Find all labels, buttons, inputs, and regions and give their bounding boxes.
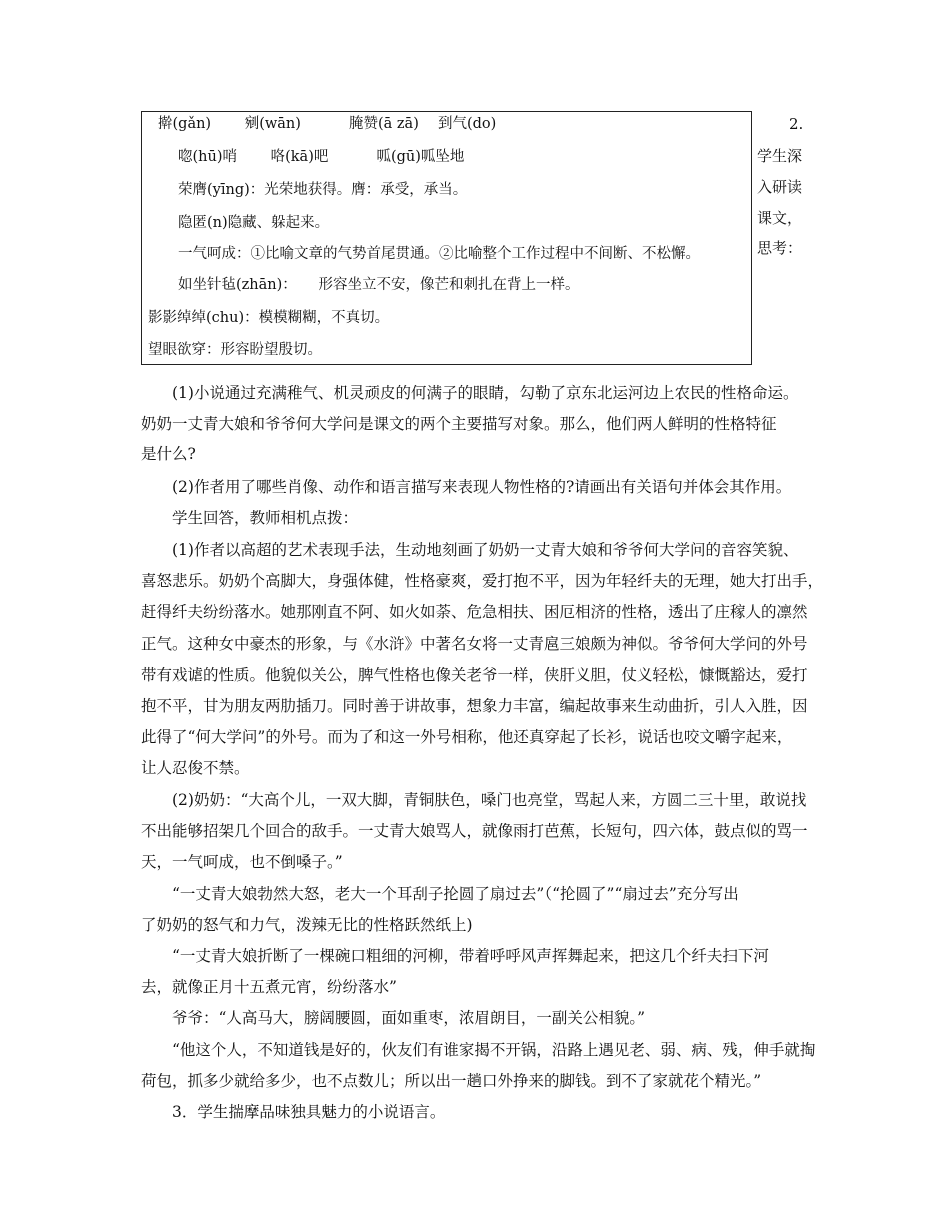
side-note-line: 2.	[789, 115, 804, 133]
body-line: “一丈青大娘折断了一棵碗口粗细的河柳，带着呼呼风声挥舞起来，把这几个纤夫扫下河	[141, 947, 769, 965]
body-line: 天，一气呵成，也不倒嗓子。”	[141, 853, 343, 871]
body-line: 去，就像正月十五煮元宵，纷纷落水”	[141, 978, 397, 996]
body-line: 抱不平，甘为朋友两肋插刀。同时善于讲故事，想象力丰富，编起故事来生动曲折，引人入胜，因	[141, 697, 808, 715]
side-note-line: 入研读	[757, 178, 803, 196]
body-line: (2)奶奶：“大高个儿，一双大脚，青铜肤色，嗓门也亮堂，骂起人来，方圆二三十里，敢说找	[141, 791, 807, 809]
body-line: 喜怒悲乐。奶奶个高脚大，身强体健，性格豪爽，爱打抱不平，因为年轻纤夫的无理，她大打出手，	[141, 572, 824, 590]
vocab-line: 隐匿(n)隐藏、躲起来。	[178, 215, 330, 231]
vocab-line: 如坐针毡(zhān)： 形容坐立不安，像芒和刺扎在背上一样。	[178, 277, 580, 293]
vocab-line: 擀(gǎn) 剜(wān) 腌赞(ā zā) 到气(do)	[158, 116, 497, 132]
body-line: (2)作者用了哪些肖像、动作和语言描写来表现人物性格的?请画出有关语句并体会其作用。	[141, 478, 792, 496]
body-line: 3．学生揣摩品味独具魅力的小说语言。	[141, 1103, 446, 1121]
body-line: 爷爷：“人高马大，膀阔腰圆，面如重枣，浓眉朗目，一副关公相貌。”	[141, 1009, 646, 1027]
body-line: “一丈青大娘勃然大怒，老大一个耳刮子抡圆了扇过去”（“抡圆了”“扇过去”充分写出	[141, 885, 739, 903]
side-note-line: 课文，	[757, 209, 803, 227]
vocab-line: 影影绰绰(chu)：模模糊糊，不真切。	[148, 310, 390, 326]
body-line: 带有戏谑的性质。他貌似关公，脾气性格也像关老爷一样，侠肝义胆，仗义轻松，慷慨豁达，爱打	[141, 666, 808, 684]
side-note-line: 思考：	[757, 239, 803, 257]
body-line: (1)作者以高超的艺术表现手法，生动地刻画了奶奶一丈青大娘和爷爷何大学问的音容笑貌、	[141, 541, 799, 559]
body-line: 荷包，抓多少就给多少，也不点数儿；所以出一趟口外挣来的脚钱。到不了家就花个精光。”	[141, 1072, 762, 1090]
body-line: 让人忍俊不禁。	[141, 759, 250, 777]
body-line: 正气。这种女中豪杰的形象，与《水浒》中著名女将一丈青扈三娘颇为神似。爷爷何大学问的外号	[141, 635, 808, 653]
vocab-line: 荣膺(yīng)：光荣地获得。膺：承受，承当。	[178, 182, 468, 198]
body-line: (1)小说通过充满稚气、机灵顽皮的何满子的眼睛，勾勒了京东北运河边上农民的性格命运。	[141, 384, 799, 402]
side-note-line: 学生深	[757, 147, 803, 165]
body-line: 此得了“何大学问”的外号。而为了和这一外号相称，他还真穿起了长衫，说话也咬文嚼字起来，	[141, 728, 793, 746]
vocab-line: 唿(hū)哨 咯(kā)吧 呱(gū)呱坠地	[178, 149, 465, 165]
body-line: “他这个人，不知道钱是好的，伙友们有谁家揭不开锅，沿路上遇见老、弱、病、残，伸手就掏	[141, 1041, 816, 1059]
body-line: 了奶奶的怒气和力气，泼辣无比的性格跃然纸上)	[141, 916, 473, 934]
body-line: 学生回答，教师相机点拨：	[141, 509, 359, 527]
vocab-line: 一气呵成：①比喻文章的气势首尾贯通。②比喻整个工作过程中不间断、不松懈。	[178, 246, 700, 262]
vocab-line: 望眼欲穿：形容盼望殷切。	[148, 342, 322, 358]
body-line: 赶得纤夫纷纷落水。她那刚直不阿、如火如荼、危急相扶、困厄相济的性格，透出了庄稼人的凛然	[141, 603, 808, 621]
body-line: 奶奶一丈青大娘和爷爷何大学问是课文的两个主要描写对象。那么，他们两人鲜明的性格特征	[141, 415, 777, 433]
body-line: 不出能够招架几个回合的敌手。一丈青大娘骂人，就像雨打芭蕉，长短句，四六体，鼓点似的骂一	[141, 822, 808, 840]
body-line: 是什么?	[141, 445, 196, 463]
